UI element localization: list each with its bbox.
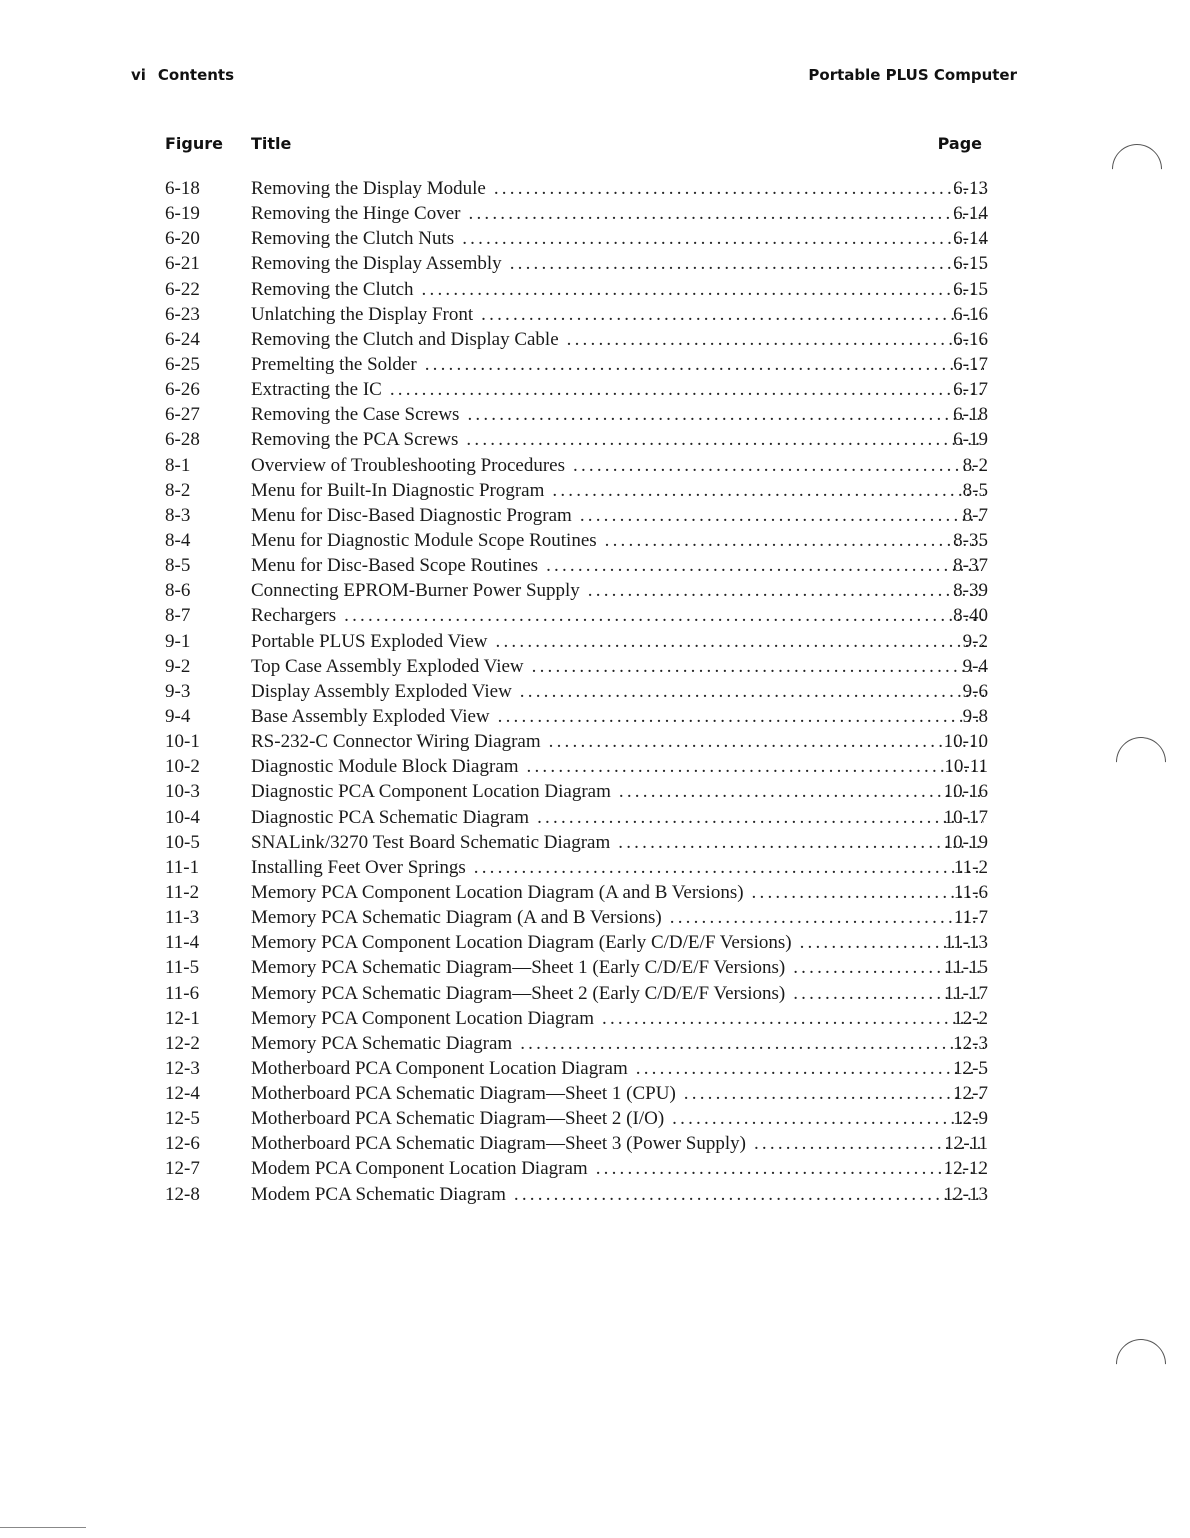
figure-number: 10-5: [165, 831, 200, 853]
toc-entry: [0, 201, 1190, 226]
toc-entry: [0, 880, 1190, 905]
entry-title-with-leader: [251, 1131, 984, 1156]
dot-leader: [537, 805, 984, 830]
figure-title: Memory PCA Schematic Diagram (A and B Versions): [251, 905, 670, 930]
entry-title-with-leader: [251, 955, 984, 980]
page-number: 6-16: [953, 303, 988, 325]
dot-leader: [672, 1106, 984, 1131]
toc-entry: [0, 453, 1190, 478]
dot-leader: [636, 1056, 984, 1081]
entry-title-with-leader: [251, 578, 984, 603]
entry-title-with-leader: [251, 704, 984, 729]
dot-leader: [520, 1031, 984, 1056]
dot-leader: [496, 629, 984, 654]
dot-leader: [573, 453, 984, 478]
entry-title-with-leader: [251, 176, 984, 201]
toc-entry: [0, 779, 1190, 804]
figure-number: 10-4: [165, 806, 200, 828]
page-number: 6-17: [953, 353, 988, 375]
figure-title: Motherboard PCA Schematic Diagram—Sheet 1 (CPU): [251, 1081, 684, 1106]
entry-title-with-leader: [251, 654, 984, 679]
toc-entry: [0, 1031, 1190, 1056]
toc-entry: [0, 679, 1190, 704]
list-of-figures: [0, 176, 1190, 1207]
toc-entry: [0, 830, 1190, 855]
toc-entry: [0, 629, 1190, 654]
toc-entry: [0, 402, 1190, 427]
binder-hole-mark: [1106, 1329, 1177, 1400]
figure-number: 6-22: [165, 278, 200, 300]
dot-leader: [422, 277, 984, 302]
dot-leader: [619, 779, 984, 804]
entry-title-with-leader: [251, 1182, 984, 1207]
page-number: 6-19: [953, 429, 988, 451]
toc-entry: [0, 754, 1190, 779]
entry-title-with-leader: [251, 553, 984, 578]
toc-entry: [0, 981, 1190, 1006]
toc-entry: [0, 176, 1190, 201]
figure-number: 6-18: [165, 178, 200, 199]
dot-leader: [481, 302, 984, 327]
figure-title: Removing the Clutch Nuts: [251, 226, 462, 251]
figure-number: 6-24: [165, 328, 200, 350]
dot-leader: [390, 377, 984, 402]
figure-title: Removing the Hinge Cover: [251, 201, 469, 226]
entry-title-with-leader: [251, 427, 984, 452]
toc-entry: [0, 578, 1190, 603]
figure-title: Overview of Troubleshooting Procedures: [251, 453, 573, 478]
figure-number: 6-23: [165, 303, 200, 325]
toc-entry: [0, 930, 1190, 955]
page-number: 12-12: [943, 1158, 988, 1180]
figure-title: Portable PLUS Exploded View: [251, 629, 496, 654]
entry-title-with-leader: [251, 453, 984, 478]
figure-number: 12-1: [165, 1007, 200, 1029]
figure-title: Memory PCA Component Location Diagram: [251, 1006, 602, 1031]
running-head: [0, 66, 1190, 90]
entry-title-with-leader: [251, 905, 984, 930]
figure-number: 12-5: [165, 1108, 200, 1130]
page-number: 6-13: [953, 178, 988, 199]
dot-leader: [520, 679, 984, 704]
toc-entry: [0, 226, 1190, 251]
figure-title: Premelting the Solder: [251, 352, 425, 377]
figure-number: 11-5: [165, 957, 200, 979]
figure-title: Diagnostic PCA Schematic Diagram: [251, 805, 537, 830]
figure-number: 8-3: [165, 504, 191, 526]
entry-title-with-leader: [251, 1106, 984, 1131]
page-number: 10-17: [943, 806, 988, 828]
figure-number: 6-28: [165, 429, 200, 451]
page-number: 11-13: [944, 932, 988, 954]
dot-leader: [670, 905, 984, 930]
page-number: 8-35: [953, 529, 988, 551]
figure-number: 8-4: [165, 529, 191, 551]
dot-leader: [467, 402, 984, 427]
page-number: 11-6: [953, 881, 988, 903]
page-number: 8-37: [953, 555, 988, 577]
figure-number: 6-26: [165, 379, 200, 401]
dot-leader: [462, 226, 984, 251]
entry-title-with-leader: [251, 377, 984, 402]
figure-number: 8-5: [165, 555, 191, 577]
toc-entry: [0, 553, 1190, 578]
figure-title: Memory PCA Component Location Diagram (Early C/D/E/F Versions): [251, 930, 800, 955]
page-number: 8-40: [953, 605, 988, 627]
toc-entry: [0, 352, 1190, 377]
figure-number: 11-4: [165, 932, 200, 954]
figure-number: 10-3: [165, 781, 200, 803]
figure-number: 9-3: [165, 680, 191, 702]
figure-title: Motherboard PCA Component Location Diagram: [251, 1056, 636, 1081]
page-number: 6-18: [953, 404, 988, 426]
figure-number: 11-3: [165, 907, 200, 929]
toc-entry: [0, 377, 1190, 402]
figure-number: 6-19: [165, 203, 200, 225]
figure-title: Removing the Clutch: [251, 277, 422, 302]
toc-entry: [0, 503, 1190, 528]
dot-leader: [498, 704, 984, 729]
figure-title: Removing the Display Assembly: [251, 251, 510, 276]
page-number: 9-8: [962, 705, 988, 727]
entry-title-with-leader: [251, 679, 984, 704]
page-number: 10-16: [943, 781, 988, 803]
figure-title: Menu for Disc-Based Scope Routines: [251, 553, 546, 578]
dot-leader: [684, 1081, 984, 1106]
page-number: 8-7: [962, 504, 988, 526]
book-title: Portable PLUS Computer: [808, 66, 1017, 84]
figure-title: Removing the Case Screws: [251, 402, 467, 427]
figure-title: Unlatching the Display Front: [251, 302, 481, 327]
toc-entry: [0, 1182, 1190, 1207]
figure-title: Menu for Built-In Diagnostic Program: [251, 478, 552, 503]
entry-title-with-leader: [251, 754, 984, 779]
toc-entry: [0, 277, 1190, 302]
page-number: 6-17: [953, 379, 988, 401]
figure-title: Motherboard PCA Schematic Diagram—Sheet 2 (I/O): [251, 1106, 672, 1131]
toc-entry: [0, 729, 1190, 754]
dot-leader: [602, 1006, 984, 1031]
toc-entry: [0, 1006, 1190, 1031]
entry-title-with-leader: [251, 327, 984, 352]
figure-title: Memory PCA Schematic Diagram: [251, 1031, 520, 1056]
entry-title-with-leader: [251, 830, 984, 855]
dot-leader: [425, 352, 984, 377]
page-number: 11-7: [953, 907, 988, 929]
toc-entry: [0, 528, 1190, 553]
toc-entry: [0, 1081, 1190, 1106]
dot-leader: [527, 754, 984, 779]
entry-title-with-leader: [251, 1081, 984, 1106]
entry-title-with-leader: [251, 277, 984, 302]
page-number: 6-14: [953, 203, 988, 225]
dot-leader: [466, 427, 984, 452]
dot-leader: [596, 1156, 984, 1181]
toc-entry: [0, 1056, 1190, 1081]
page-column-header: Page: [937, 134, 982, 153]
figure-title: Menu for Diagnostic Module Scope Routines: [251, 528, 605, 553]
figure-title: Diagnostic Module Block Diagram: [251, 754, 527, 779]
figure-number: 8-2: [165, 479, 191, 501]
figure-title: Motherboard PCA Schematic Diagram—Sheet 3 (Power Supply): [251, 1131, 754, 1156]
dot-leader: [552, 478, 984, 503]
entry-title-with-leader: [251, 478, 984, 503]
entry-title-with-leader: [251, 981, 984, 1006]
toc-entry: [0, 302, 1190, 327]
toc-entry: [0, 855, 1190, 880]
title-column-header: Title: [251, 134, 292, 153]
page-number: 6-15: [953, 253, 988, 275]
entry-title-with-leader: [251, 629, 984, 654]
figure-title: Removing the PCA Screws: [251, 427, 466, 452]
figure-number: 12-6: [165, 1133, 200, 1155]
figure-title: Memory PCA Schematic Diagram—Sheet 2 (Early C/D/E/F Versions): [251, 981, 793, 1006]
figure-number: 8-1: [165, 454, 191, 476]
entry-title-with-leader: [251, 1031, 984, 1056]
entry-title-with-leader: [251, 729, 984, 754]
page-number: 12-5: [953, 1057, 988, 1079]
figure-number: 6-20: [165, 228, 200, 250]
figure-title: Removing the Display Module: [251, 176, 494, 201]
figure-number: 12-3: [165, 1057, 200, 1079]
figure-number: 6-27: [165, 404, 200, 426]
page-number: 11-15: [944, 957, 988, 979]
page-number: 12-2: [953, 1007, 988, 1029]
page-number: 12-7: [953, 1083, 988, 1105]
entry-title-with-leader: [251, 930, 984, 955]
page-number: 10-10: [943, 731, 988, 753]
figure-title: SNALink/3270 Test Board Schematic Diagram: [251, 830, 618, 855]
figure-number: 12-4: [165, 1083, 200, 1105]
page-number: 10-19: [943, 831, 988, 853]
figure-title: Memory PCA Schematic Diagram—Sheet 1 (Early C/D/E/F Versions): [251, 955, 793, 980]
toc-entry: [0, 427, 1190, 452]
figure-number: 8-7: [165, 605, 191, 627]
figure-number: 9-1: [165, 630, 191, 652]
figure-title: Base Assembly Exploded View: [251, 704, 498, 729]
page-number: 6-14: [953, 228, 988, 250]
entry-title-with-leader: [251, 226, 984, 251]
figure-number: 10-1: [165, 731, 200, 753]
figure-number: 9-4: [165, 705, 191, 727]
entry-title-with-leader: [251, 352, 984, 377]
entry-title-with-leader: [251, 528, 984, 553]
page-number: 6-15: [953, 278, 988, 300]
figure-title: Installing Feet Over Springs: [251, 855, 474, 880]
dot-leader: [494, 176, 984, 201]
entry-title-with-leader: [251, 402, 984, 427]
entry-title-with-leader: [251, 503, 984, 528]
figure-number: 12-7: [165, 1158, 200, 1180]
figure-title: Rechargers: [251, 603, 344, 628]
dot-leader: [618, 830, 984, 855]
page-number: 9-4: [962, 655, 988, 677]
dot-leader: [514, 1182, 984, 1207]
toc-entry: [0, 251, 1190, 276]
figure-number: 6-21: [165, 253, 200, 275]
toc-entry: [0, 905, 1190, 930]
figure-number: 9-2: [165, 655, 191, 677]
toc-entry: [0, 704, 1190, 729]
page-number: 11-17: [944, 982, 988, 1004]
dot-leader: [567, 327, 984, 352]
figure-title: Memory PCA Component Location Diagram (A and B Versions): [251, 880, 752, 905]
page-number: 8-5: [962, 479, 988, 501]
entry-title-with-leader: [251, 251, 984, 276]
figure-title: RS-232-C Connector Wiring Diagram: [251, 729, 549, 754]
figure-title: Display Assembly Exploded View: [251, 679, 520, 704]
toc-entry: [0, 1131, 1190, 1156]
dot-leader: [474, 855, 984, 880]
entry-title-with-leader: [251, 880, 984, 905]
entry-title-with-leader: [251, 1156, 984, 1181]
column-headers: [0, 134, 1190, 158]
figure-title: Menu for Disc-Based Diagnostic Program: [251, 503, 580, 528]
toc-entry: [0, 478, 1190, 503]
figure-title: Modem PCA Schematic Diagram: [251, 1182, 514, 1207]
page-number: 12-11: [944, 1133, 988, 1155]
entry-title-with-leader: [251, 779, 984, 804]
figure-column-header: Figure: [165, 134, 223, 153]
entry-title-with-leader: [251, 855, 984, 880]
dot-leader: [532, 654, 984, 679]
figure-title: Top Case Assembly Exploded View: [251, 654, 532, 679]
figure-title: Connecting EPROM-Burner Power Supply: [251, 578, 588, 603]
dot-leader: [546, 553, 984, 578]
dot-leader: [469, 201, 985, 226]
figure-number: 10-2: [165, 756, 200, 778]
figure-number: 8-6: [165, 580, 191, 602]
page-number: 9-6: [962, 680, 988, 702]
page-number: 10-11: [944, 756, 988, 778]
entry-title-with-leader: [251, 1056, 984, 1081]
entry-title-with-leader: [251, 603, 984, 628]
entry-title-with-leader: [251, 201, 984, 226]
toc-entry: [0, 654, 1190, 679]
page-number: 6-16: [953, 328, 988, 350]
entry-title-with-leader: [251, 1006, 984, 1031]
figure-number: 11-2: [165, 881, 200, 903]
figure-title: Modem PCA Component Location Diagram: [251, 1156, 596, 1181]
entry-title-with-leader: [251, 805, 984, 830]
page-number: 8-2: [962, 454, 988, 476]
figure-number: 11-6: [165, 982, 200, 1004]
dot-leader: [580, 503, 984, 528]
page-folio: vi: [131, 66, 146, 84]
toc-entry: [0, 603, 1190, 628]
page-number: 8-39: [953, 580, 988, 602]
toc-entry: [0, 1156, 1190, 1181]
dot-leader: [344, 603, 984, 628]
figure-title: Diagnostic PCA Component Location Diagram: [251, 779, 619, 804]
page-number: 9-2: [962, 630, 988, 652]
page-number: 12-9: [953, 1108, 988, 1130]
entry-title-with-leader: [251, 302, 984, 327]
page-number: 12-13: [943, 1183, 988, 1205]
figure-title: Removing the Clutch and Display Cable: [251, 327, 567, 352]
toc-entry: [0, 805, 1190, 830]
figure-number: 11-1: [165, 856, 200, 878]
figure-title: Extracting the IC: [251, 377, 390, 402]
running-head-left: [131, 66, 234, 84]
dot-leader: [510, 251, 984, 276]
figure-number: 6-25: [165, 353, 200, 375]
scan-artifact-line: [0, 1527, 86, 1528]
page-number: 12-3: [953, 1032, 988, 1054]
page-number: 11-2: [953, 856, 988, 878]
figure-number: 12-8: [165, 1183, 200, 1205]
dot-leader: [549, 729, 984, 754]
dot-leader: [605, 528, 984, 553]
figure-number: 12-2: [165, 1032, 200, 1054]
dot-leader: [588, 578, 984, 603]
toc-entry: [0, 955, 1190, 980]
toc-entry: [0, 327, 1190, 352]
section-name: Contents: [157, 66, 235, 84]
toc-entry: [0, 1106, 1190, 1131]
